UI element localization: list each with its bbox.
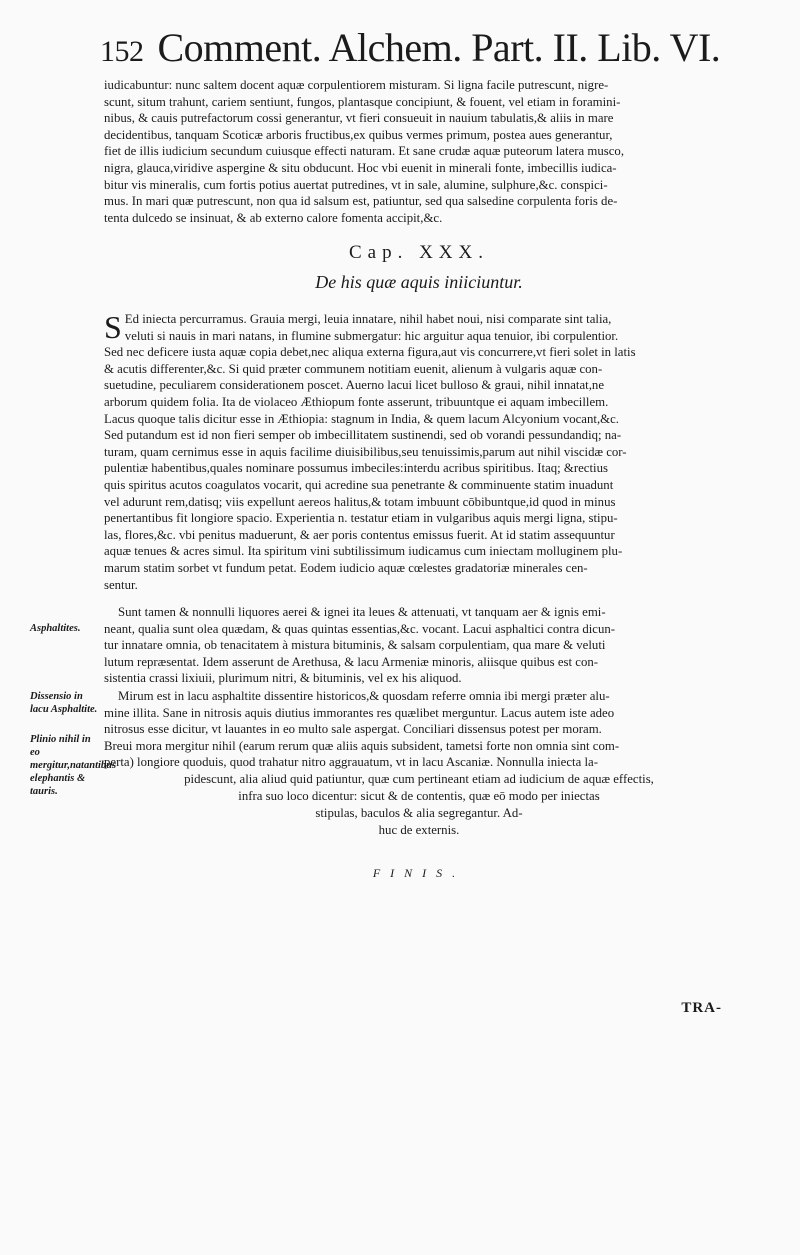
text-line: suetudine, peculiarem considerationem poscet. Auerno lacui licet bulloso & graui, nihil innatat,ne [104, 378, 605, 393]
text-line: lutum repræsentat. Idem asserunt de Arethusa, & lacu Armeniæ minoris, aliisque quibus est con- [104, 654, 599, 669]
chapter-paragraph [104, 311, 734, 593]
text-line: nitrosus esse dicitur, vt lauantes in eo multo sale aspergat. Conciliari dissensus potest per moram. [104, 722, 602, 737]
text-line: nibus, & cauis putrefactorum cossi generantur, vt fieri consueuit in nauium tabulatis,& aliis in mare [104, 111, 614, 126]
margin-note: Dissensio in lacu Asphaltite. [30, 691, 98, 715]
chapter-subtitle: De his quæ aquis iniiciuntur. [315, 272, 523, 292]
text-line: Sed putandum est id non fieri semper ob imbecillitatem sustinendi, sed ob vorandi pessundandiq; na- [104, 428, 622, 443]
finis-mark: FINIS. [372, 866, 466, 880]
text-line: stipulas, baculos & alia segregantur. Ad- [315, 806, 523, 820]
text-line: sentur. [104, 577, 138, 592]
tapered-ending [104, 771, 734, 839]
text-line: pidescunt, alia aliud quid patiuntur, quæ cum pertineant etiam ad iudicium de aquæ effectis, [184, 772, 654, 786]
text-line: Ed iniecta percurramus. Grauia mergi, leuia innatare, nihil habet noui, nisi comparate sint talia, [124, 312, 612, 326]
text-line: marum statim sorbet vt fundum petat. Eodem iudicio aquæ cœlestes gradatoriæ minerales cen- [104, 560, 588, 575]
paragraph-liquores [104, 604, 734, 687]
text-line: decidentibus, tanquam Scoticæ arboris fructibus,ex quibus vermes primum, postea aues generantur, [104, 127, 613, 142]
text-line: mus. In mari quæ putrescunt, non qua id salsum est, patiuntur, sed qua salsedine corpulenta foris de- [104, 194, 618, 209]
drop-cap: S [104, 309, 122, 345]
text-line: tenta dulcedo se insinuat, & ab externo calore fomenta accipit,&c. [104, 210, 443, 225]
running-title: Comment. Alchem. Part. II. Lib. VI. [157, 25, 721, 70]
text-line: arborum quidem folia. Ita de violaceo Æthiopum fonte asserunt, tribuuntque ei aquam imbecillem. [104, 394, 609, 409]
text-line: scunt, situm trahunt, cariem sentiunt, fungos, plantasque concipiunt, & fouent, vel etiam in foramini- [104, 94, 621, 109]
text-line: mine illita. Sane in nitrosis aquis diutius immorantes res quælibet merguntur. Lacus autem iste adeo [104, 705, 615, 720]
text-line: infra suo loco dicentur: sicut & de contentis, quæ eō modo per iniectas [238, 789, 600, 803]
text-line: neant, qualia sunt olea quædam, & quas quintas essentias,&c. vocant. Lacui asphaltici contra dicun- [104, 621, 616, 636]
text-line: Sed nec deficere iusta aquæ copia debet,nec aliqua externa figura,aut vis concurrere,vt fieri solet in latis [104, 345, 636, 360]
text-line: & acutis differenter,&c. Si quid præter communem notitiam euenit, alienum à vulgaris aquæ con- [104, 361, 603, 376]
margin-note: Asphaltites. [30, 623, 81, 634]
text-line: Breui mora mergitur nihil (earum rerum quæ aliis aquis subsident, tametsi forte non omnia sint com- [104, 738, 620, 753]
running-head [100, 22, 740, 78]
text-line: vel adurunt rem,datisq; viis expellunt aereos halitus,& totam imbuunt cōbibuntque,id quod in minus [104, 494, 616, 509]
text-line: sistentia crassi lixiuii, plurimum nitri, & bituminis, vel ex his aliquod. [104, 671, 462, 686]
paragraph-asphaltite [104, 688, 734, 771]
text-line: aquæ tenues & acres simul. Ita spiritum vini subtilissimum iudicamus cum iniectam molluginem plu- [104, 544, 623, 559]
text-line: tur innatare omnia, ob tenacitatem à mistura bituminis, & salsam corpulentiam, qua mare & veluti [104, 638, 606, 653]
text-line: las, flores,&c. vbi penitus maduerunt, & aer poris contentus emissus fuerit. At id statim assequuntur [104, 527, 615, 542]
chapter-heading: Cap. XXX. [348, 242, 490, 263]
text-line: Lacus quoque talis dicitur esse in Æthiopia: stagnum in India, & quem lacum Alcyonium vocant,&c. [104, 411, 619, 426]
text-line: turam, quam cernimus esse in aquis facilime diuisibilibus,seu tenuissimis,parum aut nihil viscidæ cor- [104, 444, 627, 459]
text-line: iudicabuntur: nunc saltem docent aquæ corpulentiorem misturam. Si ligna facile putrescunt, nigre- [104, 78, 609, 92]
text-line: Sunt tamen & nonnulli liquores aerei & ignei ita leues & attenuati, vt tanquam aer & ignis emi- [118, 605, 606, 619]
text-line: quis spiritus acutos coagulatos vocarit, qui acredine sua penetrante & comminuente statim inuadunt [104, 477, 614, 492]
text-line: penertantibus fit longiore spacio. Experientia n. testatur etiam in vulgaribus aquis mergi ligna, stipu- [104, 511, 618, 526]
text-line: bitur vis mineralis, cum fortis potius auertat putredines, vt in sale, alumine, sulphure,&c. conspici- [104, 177, 608, 192]
text-line: nigra, glauca,viridive aspergine & situ obducunt. Hoc vbi euenit in minerali fonte, imbecillis iudica- [104, 160, 617, 175]
page-number: 152 [100, 35, 144, 68]
text-line: fiet de illis iudicium secundum cuiusque effecti naturam. Et sane crudæ aquæ puteorum latera musco, [104, 144, 625, 159]
catchword: TRA- [681, 1000, 722, 1016]
text-line: Mirum est in lacu asphaltite dissentire historicos,& quosdam referre omnia ibi mergi præter alu- [118, 689, 610, 703]
text-line: pulentiæ habentibus,quales nominare possumus imbeciles:interdu acribus spiritibus. Itaq; &rectius [104, 461, 608, 476]
paragraph-continued [104, 77, 734, 226]
text-line: huc de externis. [378, 823, 460, 837]
text-line: veluti si nauis in mari natans, in flumine submergatur: hic arguitur aqua tenuior, ibi corpulentior. [124, 328, 619, 343]
margin-note: Plinio nihil in eo mergitur,natantibus elephantis & tauris. [30, 734, 117, 797]
text-line: perta) longiore quoduis, quod trahatur nitro aggrauatum, vt in lacu Ascaniæ. Nonnulla iniecta la- [104, 755, 598, 770]
